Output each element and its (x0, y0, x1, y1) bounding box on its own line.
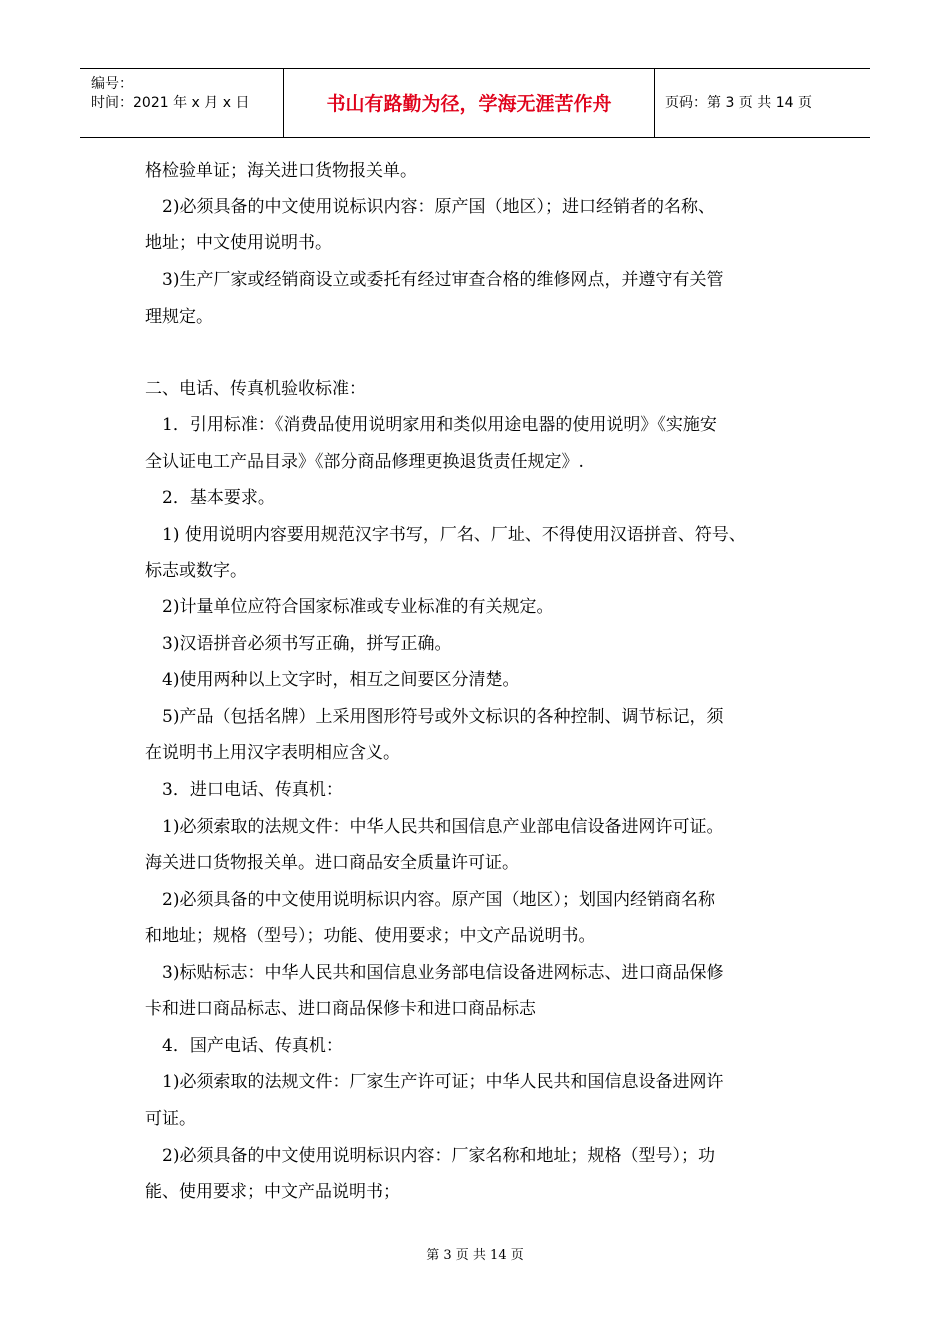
body-line: 全认证电工产品目录》《部分商品修理更换退货责任规定》. (145, 452, 584, 472)
body-line: 在说明书上用汉字表明相应含义。 (145, 743, 400, 763)
header-page-info: 页码：第 3 页 共 14 页 (665, 95, 812, 111)
body-line: 5)产品（包括名牌）上采用图形符号或外文标识的各种控制、调节标记，须 (145, 707, 724, 727)
body-line: 4)使用两种以上文字时，相互之间要区分清楚。 (145, 670, 520, 690)
body-line: 地址；中文使用说明书。 (145, 233, 332, 253)
body-line: 2．基本要求。 (145, 488, 275, 508)
body-line: 2)计量单位应符合国家标准或专业标准的有关规定。 (145, 597, 554, 617)
body-line: 2)必须具备的中文使用说明标识内容。原产国（地区）；划国内经销商名称 (145, 890, 715, 910)
document-date-label: 时间：2021 年 x 月 x 日 (91, 95, 250, 111)
body-line: 理规定。 (145, 307, 213, 327)
body-line: 能、使用要求；中文产品说明书； (145, 1182, 400, 1202)
body-line: 3)生产厂家或经销商设立或委托有经过审查合格的维修网点，并遵守有关管 (145, 270, 724, 290)
section-heading: 二、电话、传真机验收标准： (145, 379, 366, 399)
page-footer: 第 3 页 共 14 页 (426, 1248, 524, 1263)
body-line: 2)必须具备的中文使用说明标识内容：厂家名称和地址；规格（型号）；功 (145, 1146, 715, 1166)
body-line: 可证。 (145, 1109, 196, 1129)
header-motto-cell (283, 69, 655, 137)
header-meta (80, 69, 283, 137)
body-line: 3．进口电话、传真机： (145, 780, 343, 800)
header-motto: 书山有路勤为径，学海无涯苦作舟 (326, 93, 612, 115)
page-header (80, 68, 870, 138)
body-line: 1)必须索取的法规文件：中华人民共和国信息产业部电信设备进网许可证。 (145, 817, 724, 837)
body-line: 和地址；规格（型号）；功能、使用要求；中文产品说明书。 (145, 926, 596, 946)
body-line: 标志或数字。 (145, 561, 247, 581)
body-line: 2)必须具备的中文使用说标识内容：原产国（地区）；进口经销者的名称、 (145, 197, 715, 217)
body-line: 4．国产电话、传真机： (145, 1036, 343, 1056)
document-number-label: 编号： (91, 76, 133, 92)
body-line: 海关进口货物报关单。进口商品安全质量许可证。 (145, 853, 519, 873)
body-line: 1．引用标准：《消费品使用说明家用和类似用途电器的使用说明》《实施安 (145, 415, 717, 435)
body-line: 1)必须索取的法规文件：厂家生产许可证；中华人民共和国信息设备进网许 (145, 1072, 724, 1092)
body-line: 卡和进口商品标志、进口商品保修卡和进口商品标志 (145, 999, 536, 1019)
body-line: 1) 使用说明内容要用规范汉字书写，厂名、厂址、不得使用汉语拼音、符号、 (145, 525, 746, 545)
body-line: 3)标贴标志：中华人民共和国信息业务部电信设备进网标志、进口商品保修 (145, 963, 724, 983)
body-line: 格检验单证；海关进口货物报关单。 (145, 161, 417, 181)
body-line: 3)汉语拼音必须书写正确，拼写正确。 (145, 634, 452, 654)
